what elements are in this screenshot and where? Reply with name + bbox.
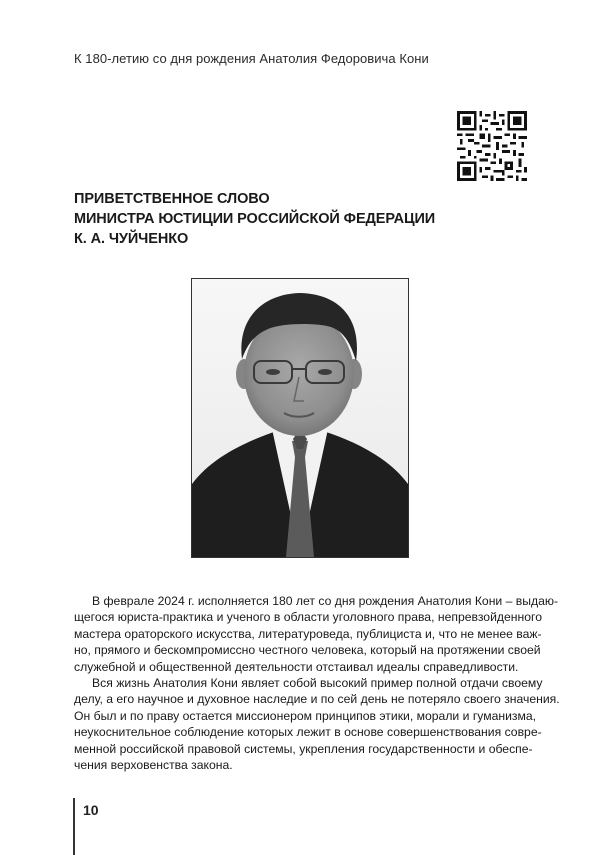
qr-code-icon[interactable] bbox=[457, 111, 527, 181]
paragraph bbox=[74, 675, 536, 773]
article-body bbox=[74, 593, 536, 773]
text-line: Вся жизнь Анатолия Кони являет собой высокий пример полной отдачи своему bbox=[74, 675, 536, 691]
text-line: Он был и по праву остается миссионером принципов этики, морали и гуманизма, bbox=[74, 708, 536, 724]
text-line: служебной и общественной деятельности отстаивал идеалы справедливости. bbox=[74, 659, 536, 675]
text-line: В февра­ле 2024 г. исполняется 180 лет со дня рождения Анатолия Кони – выдаю- bbox=[74, 593, 536, 609]
portrait-photo bbox=[191, 278, 409, 558]
page-margin-rule bbox=[73, 798, 75, 855]
title-line: МИНИСТРА ЮСТИЦИИ РОССИЙСКОЙ ФЕДЕРАЦИИ bbox=[74, 209, 534, 229]
text-line: но, прямого и бескомпромиссно честного человека, который на протяжении своей bbox=[74, 642, 536, 658]
page-title bbox=[74, 189, 534, 249]
title-line: К. А. ЧУЙЧЕНКО bbox=[74, 229, 534, 249]
text-line: делу, а его научное и духовное наследие и по сей день не потеряло своего значения. bbox=[74, 691, 536, 707]
text-line: менной российской правовой системы, укрепления государственности и обеспе- bbox=[74, 741, 536, 757]
page-number: 10 bbox=[83, 802, 99, 818]
title-line: ПРИВЕТСТВЕННОЕ СЛОВО bbox=[74, 189, 534, 209]
text-line: щегося юриста-практика и ученого в области уголовного права, непревзойденного bbox=[74, 609, 536, 625]
running-header: К 180-летию со дня рождения Анатолия Федоровича Кони bbox=[74, 51, 429, 66]
text-line: мастера ораторского искусства, литературоведа, публициста и, что не менее важ- bbox=[74, 626, 536, 642]
text-line: неукоснительное соблюдение которых лежит в основе совершенствования совре- bbox=[74, 724, 536, 740]
paragraph bbox=[74, 593, 536, 675]
text-line: чения верховенства закона. bbox=[74, 757, 536, 773]
